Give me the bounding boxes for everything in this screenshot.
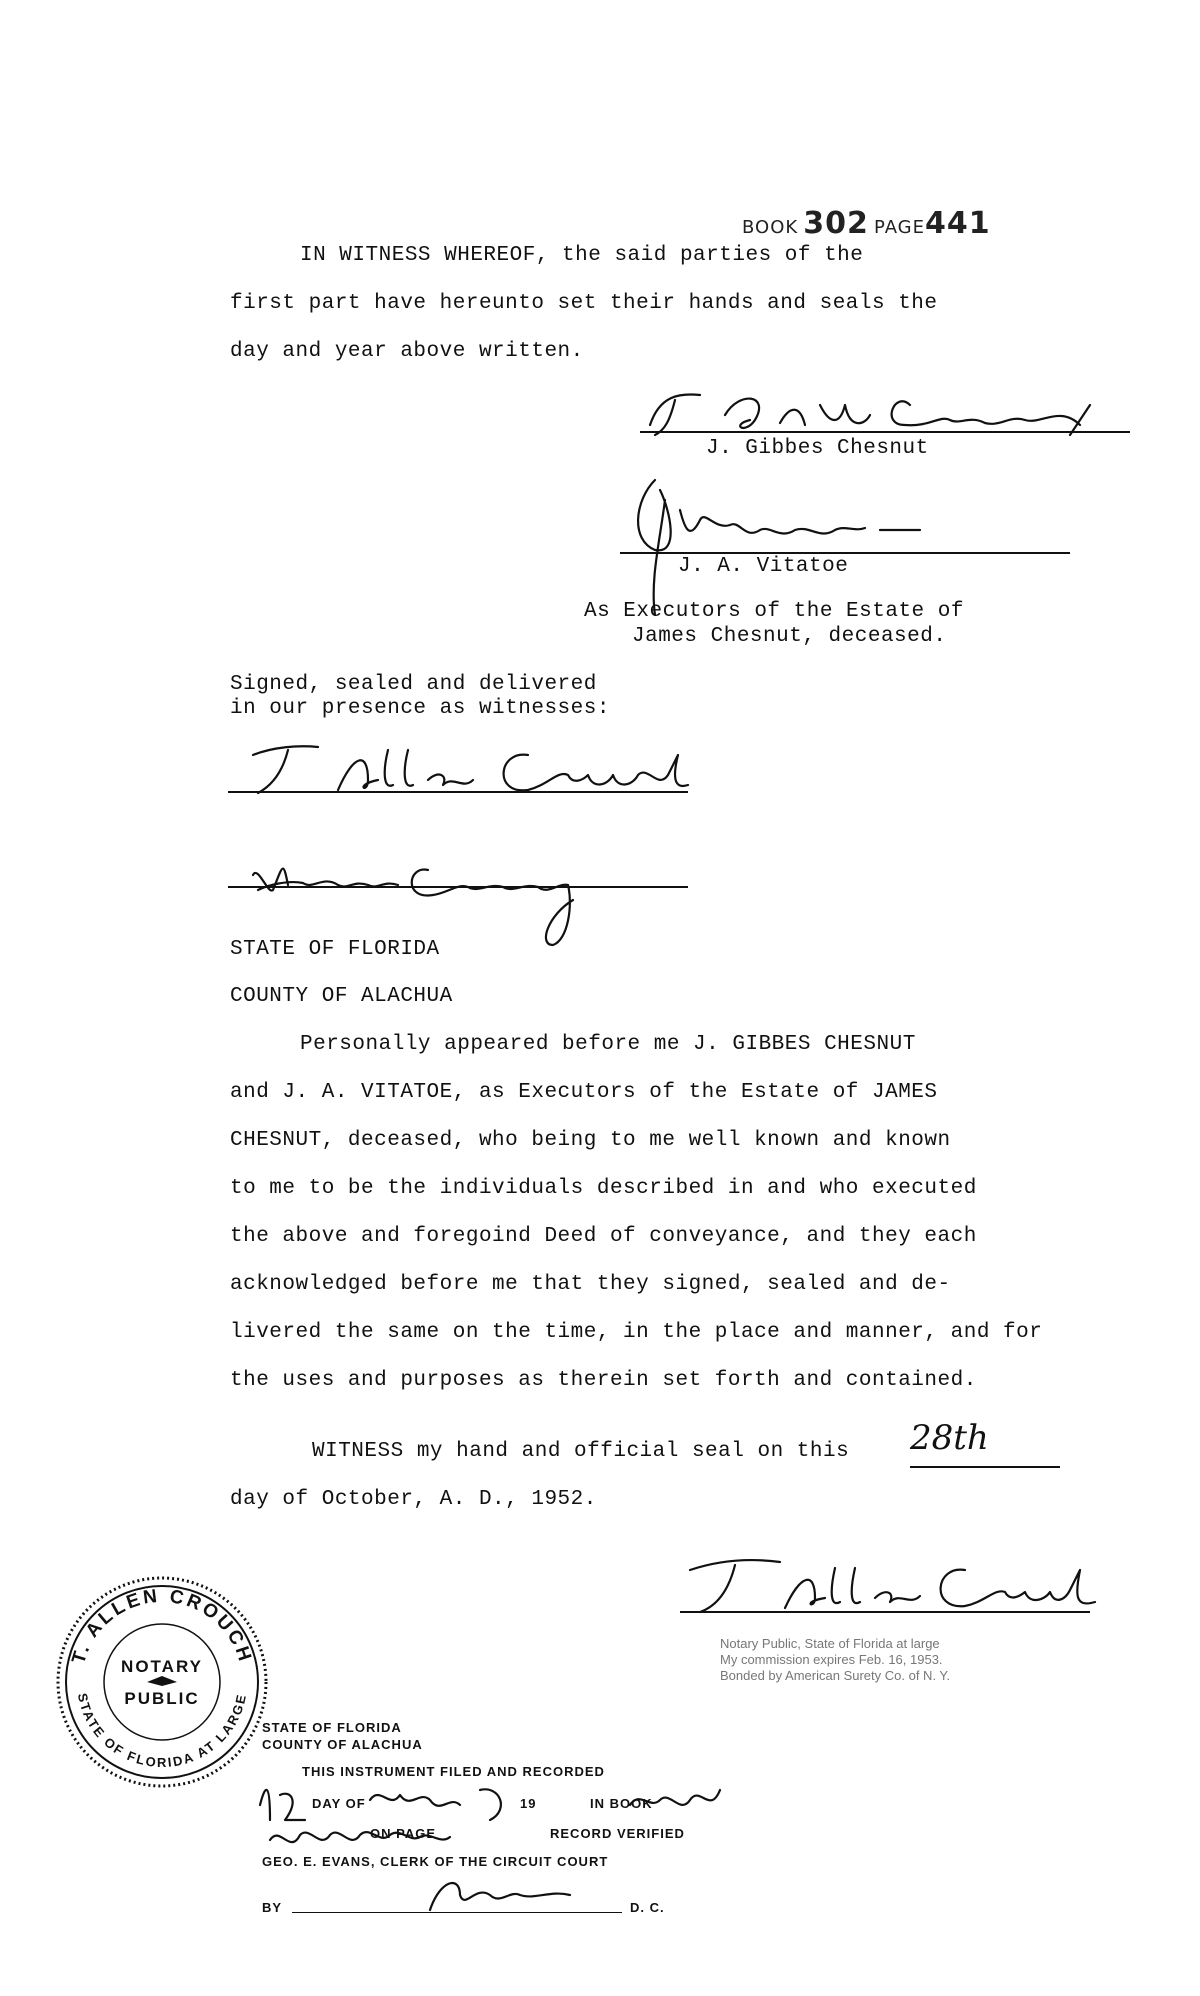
ack-line-6: acknowledged before me that they signed, sealed and de- <box>230 1273 951 1296</box>
ack-day-handwritten: 28th <box>910 1418 989 1458</box>
recording-year-label: 19 <box>520 1796 537 1811</box>
ack-witness-line: WITNESS my hand and official seal on this <box>312 1440 850 1463</box>
ack-line-1: Personally appeared before me J. GIBBES CHESNUT <box>300 1033 916 1056</box>
signer-name-vitatoe: J. A. Vitatoe <box>678 555 849 578</box>
seal-outer-text: T. ALLEN CROUCH <box>68 1585 256 1667</box>
page-number: 441 <box>925 206 991 241</box>
day-underline <box>910 1466 1060 1468</box>
executors-caption-line-1: As Executors of the Estate of <box>584 600 964 623</box>
signature-witness-crouch <box>228 735 698 805</box>
signature-notary-crouch <box>680 1550 1100 1620</box>
recording-handwriting <box>250 1765 750 1925</box>
seal-bottom-text: STATE OF FLORIDA AT LARGE <box>74 1691 250 1771</box>
witness-clause-line-3: day and year above written. <box>230 340 584 363</box>
signer-name-chesnut: J. Gibbes Chesnut <box>706 437 929 460</box>
book-label: BOOK <box>742 217 799 238</box>
recording-clerk-line: GEO. E. EVANS, CLERK OF THE CIRCUIT COURT <box>262 1854 609 1869</box>
witness-clause-line-2: first part have hereunto set their hands and seals the <box>230 292 938 315</box>
ack-date-line: day of October, A. D., 1952. <box>230 1488 597 1511</box>
signature-chesnut <box>640 385 1140 445</box>
notary-line-2: My commission expires Feb. 16, 1953. <box>720 1652 943 1667</box>
ack-line-4: to me to be the individuals described in and who executed <box>230 1177 977 1200</box>
notary-line-3: Bonded by American Surety Co. of N. Y. <box>720 1668 951 1683</box>
recording-verified-label: RECORD VERIFIED <box>550 1826 685 1841</box>
recording-county: COUNTY OF ALACHUA <box>262 1737 423 1752</box>
recording-by-label: BY <box>262 1900 283 1915</box>
seal-center-line-2: PUBLIC <box>124 1689 200 1708</box>
recording-page-label: ON PAGE <box>370 1826 436 1841</box>
executors-caption-line-2: James Chesnut, deceased. <box>632 625 947 648</box>
ack-state: STATE OF FLORIDA <box>230 938 440 961</box>
notary-line-1: Notary Public, State of Florida at large <box>720 1636 940 1651</box>
ack-line-8: the uses and purposes as therein set forth and contained. <box>230 1369 977 1392</box>
page-label: PAGE <box>873 217 926 238</box>
recording-dc-label: D. C. <box>630 1900 665 1915</box>
witnesses-caption-line-2: in our presence as witnesses: <box>230 697 610 720</box>
recording-line-3: THIS INSTRUMENT FILED AND RECORDED <box>302 1764 605 1779</box>
ack-line-2: and J. A. VITATOE, as Executors of the Estate of JAMES <box>230 1081 938 1104</box>
ack-line-7: livered the same on the time, in the place and manner, and for <box>230 1321 1043 1344</box>
seal-emblem-icon <box>147 1676 177 1686</box>
book-number: 302 <box>803 206 869 241</box>
seal-center-line-1: NOTARY <box>121 1657 203 1676</box>
recording-book-label: IN BOOK <box>590 1796 653 1811</box>
ack-line-5: the above and foregoind Deed of conveyance, and they each <box>230 1225 977 1248</box>
recording-state: STATE OF FLORIDA <box>262 1720 402 1735</box>
witness-clause-line-1: IN WITNESS WHEREOF, the said parties of the <box>300 244 864 267</box>
book-page-stamp <box>742 206 991 241</box>
signature-vitatoe <box>620 470 1080 620</box>
recording-day-of-label: DAY OF <box>312 1796 366 1811</box>
witnesses-caption-line-1: Signed, sealed and delivered <box>230 673 597 696</box>
notary-seal <box>52 1572 272 1792</box>
ack-line-3: CHESNUT, deceased, who being to me well known and known <box>230 1129 951 1152</box>
svg-text:T. ALLEN CROUCH <box>68 1586 255 1667</box>
ack-county: COUNTY OF ALACHUA <box>230 985 453 1008</box>
